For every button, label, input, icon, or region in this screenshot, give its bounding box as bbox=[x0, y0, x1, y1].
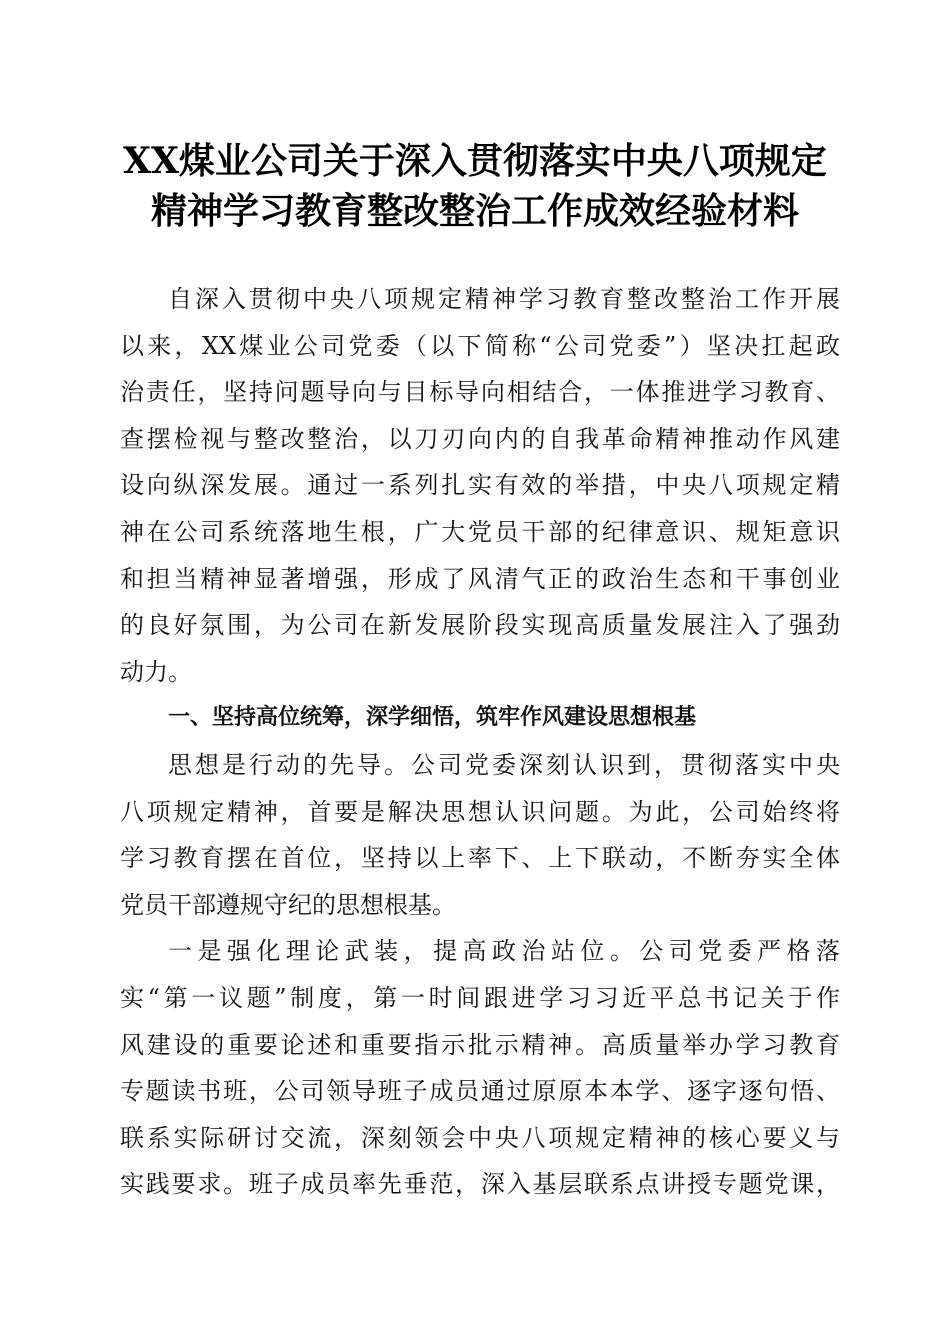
paragraph-3-line-3: 风建设的重要论述和重要指示批示精神。高质量举办学习教育 bbox=[120, 1030, 840, 1059]
paragraph-3-line-6: 实践要求。班子成员率先垂范，深入基层联系点讲授专题党课， bbox=[120, 1170, 840, 1199]
paragraph-1-line-2: 以来，XX煤业公司党委（以下简称“公司党委”）坚决扛起政 bbox=[120, 331, 840, 360]
title-line-1: XX煤业公司关于深入贯彻落实中央八项规定 bbox=[123, 140, 827, 182]
paragraph-2-line-2: 八项规定精神，首要是解决思想认识问题。为此，公司始终将 bbox=[120, 797, 840, 826]
paragraph-1-line-7: 和担当精神显著增强，形成了风清气正的政治生态和干事创业 bbox=[120, 564, 840, 593]
paragraph-3-line-2: 实“第一议题”制度，第一时间跟进学习习近平总书记关于作 bbox=[120, 983, 840, 1012]
paragraph-3-line-1: 一是强化理论武装，提高政治站位。公司党委严格落 bbox=[168, 937, 840, 966]
paragraph-1-line-3: 治责任，坚持问题导向与目标导向相结合，一体推进学习教育、 bbox=[120, 378, 840, 407]
paragraph-1-line-5: 设向纵深发展。通过一系列扎实有效的举措，中央八项规定精 bbox=[120, 471, 840, 500]
paragraph-1-line-1: 自深入贯彻中央八项规定精神学习教育整改整治工作开展 bbox=[168, 285, 840, 313]
document-body bbox=[120, 276, 840, 1208]
paragraph-2-line-4: 党员干部遵规守纪的思想根基。 bbox=[120, 890, 456, 919]
paragraph-1-line-9: 动力。 bbox=[120, 657, 192, 686]
title-line-2: 精神学习教育整改整治工作成效经验材料 bbox=[150, 190, 799, 232]
paragraph-1-line-4: 查摆检视与整改整治，以刀刃向内的自我革命精神推动作风建 bbox=[120, 424, 840, 453]
paragraph-3-line-4: 专题读书班，公司领导班子成员通过原原本本学、逐字逐句悟、 bbox=[120, 1077, 840, 1106]
paragraph-2-line-3: 学习教育摆在首位，坚持以上率下、上下联动，不断夯实全体 bbox=[120, 844, 840, 873]
paragraph-3-line-5: 联系实际研讨交流，深刻领会中央八项规定精神的核心要义与 bbox=[120, 1123, 840, 1152]
section-heading-1: 一、坚持高位统筹，深学细悟，筑牢作风建设思想根基 bbox=[168, 705, 697, 731]
paragraph-2-line-1: 思想是行动的先导。公司党委深刻认识到，贯彻落实中央 bbox=[168, 750, 840, 779]
document-title bbox=[110, 136, 840, 236]
paragraph-1-line-6: 神在公司系统落地生根，广大党员干部的纪律意识、规矩意识 bbox=[120, 517, 840, 546]
paragraph-1-line-8: 的良好氛围，为公司在新发展阶段实现高质量发展注入了强劲 bbox=[120, 611, 840, 640]
